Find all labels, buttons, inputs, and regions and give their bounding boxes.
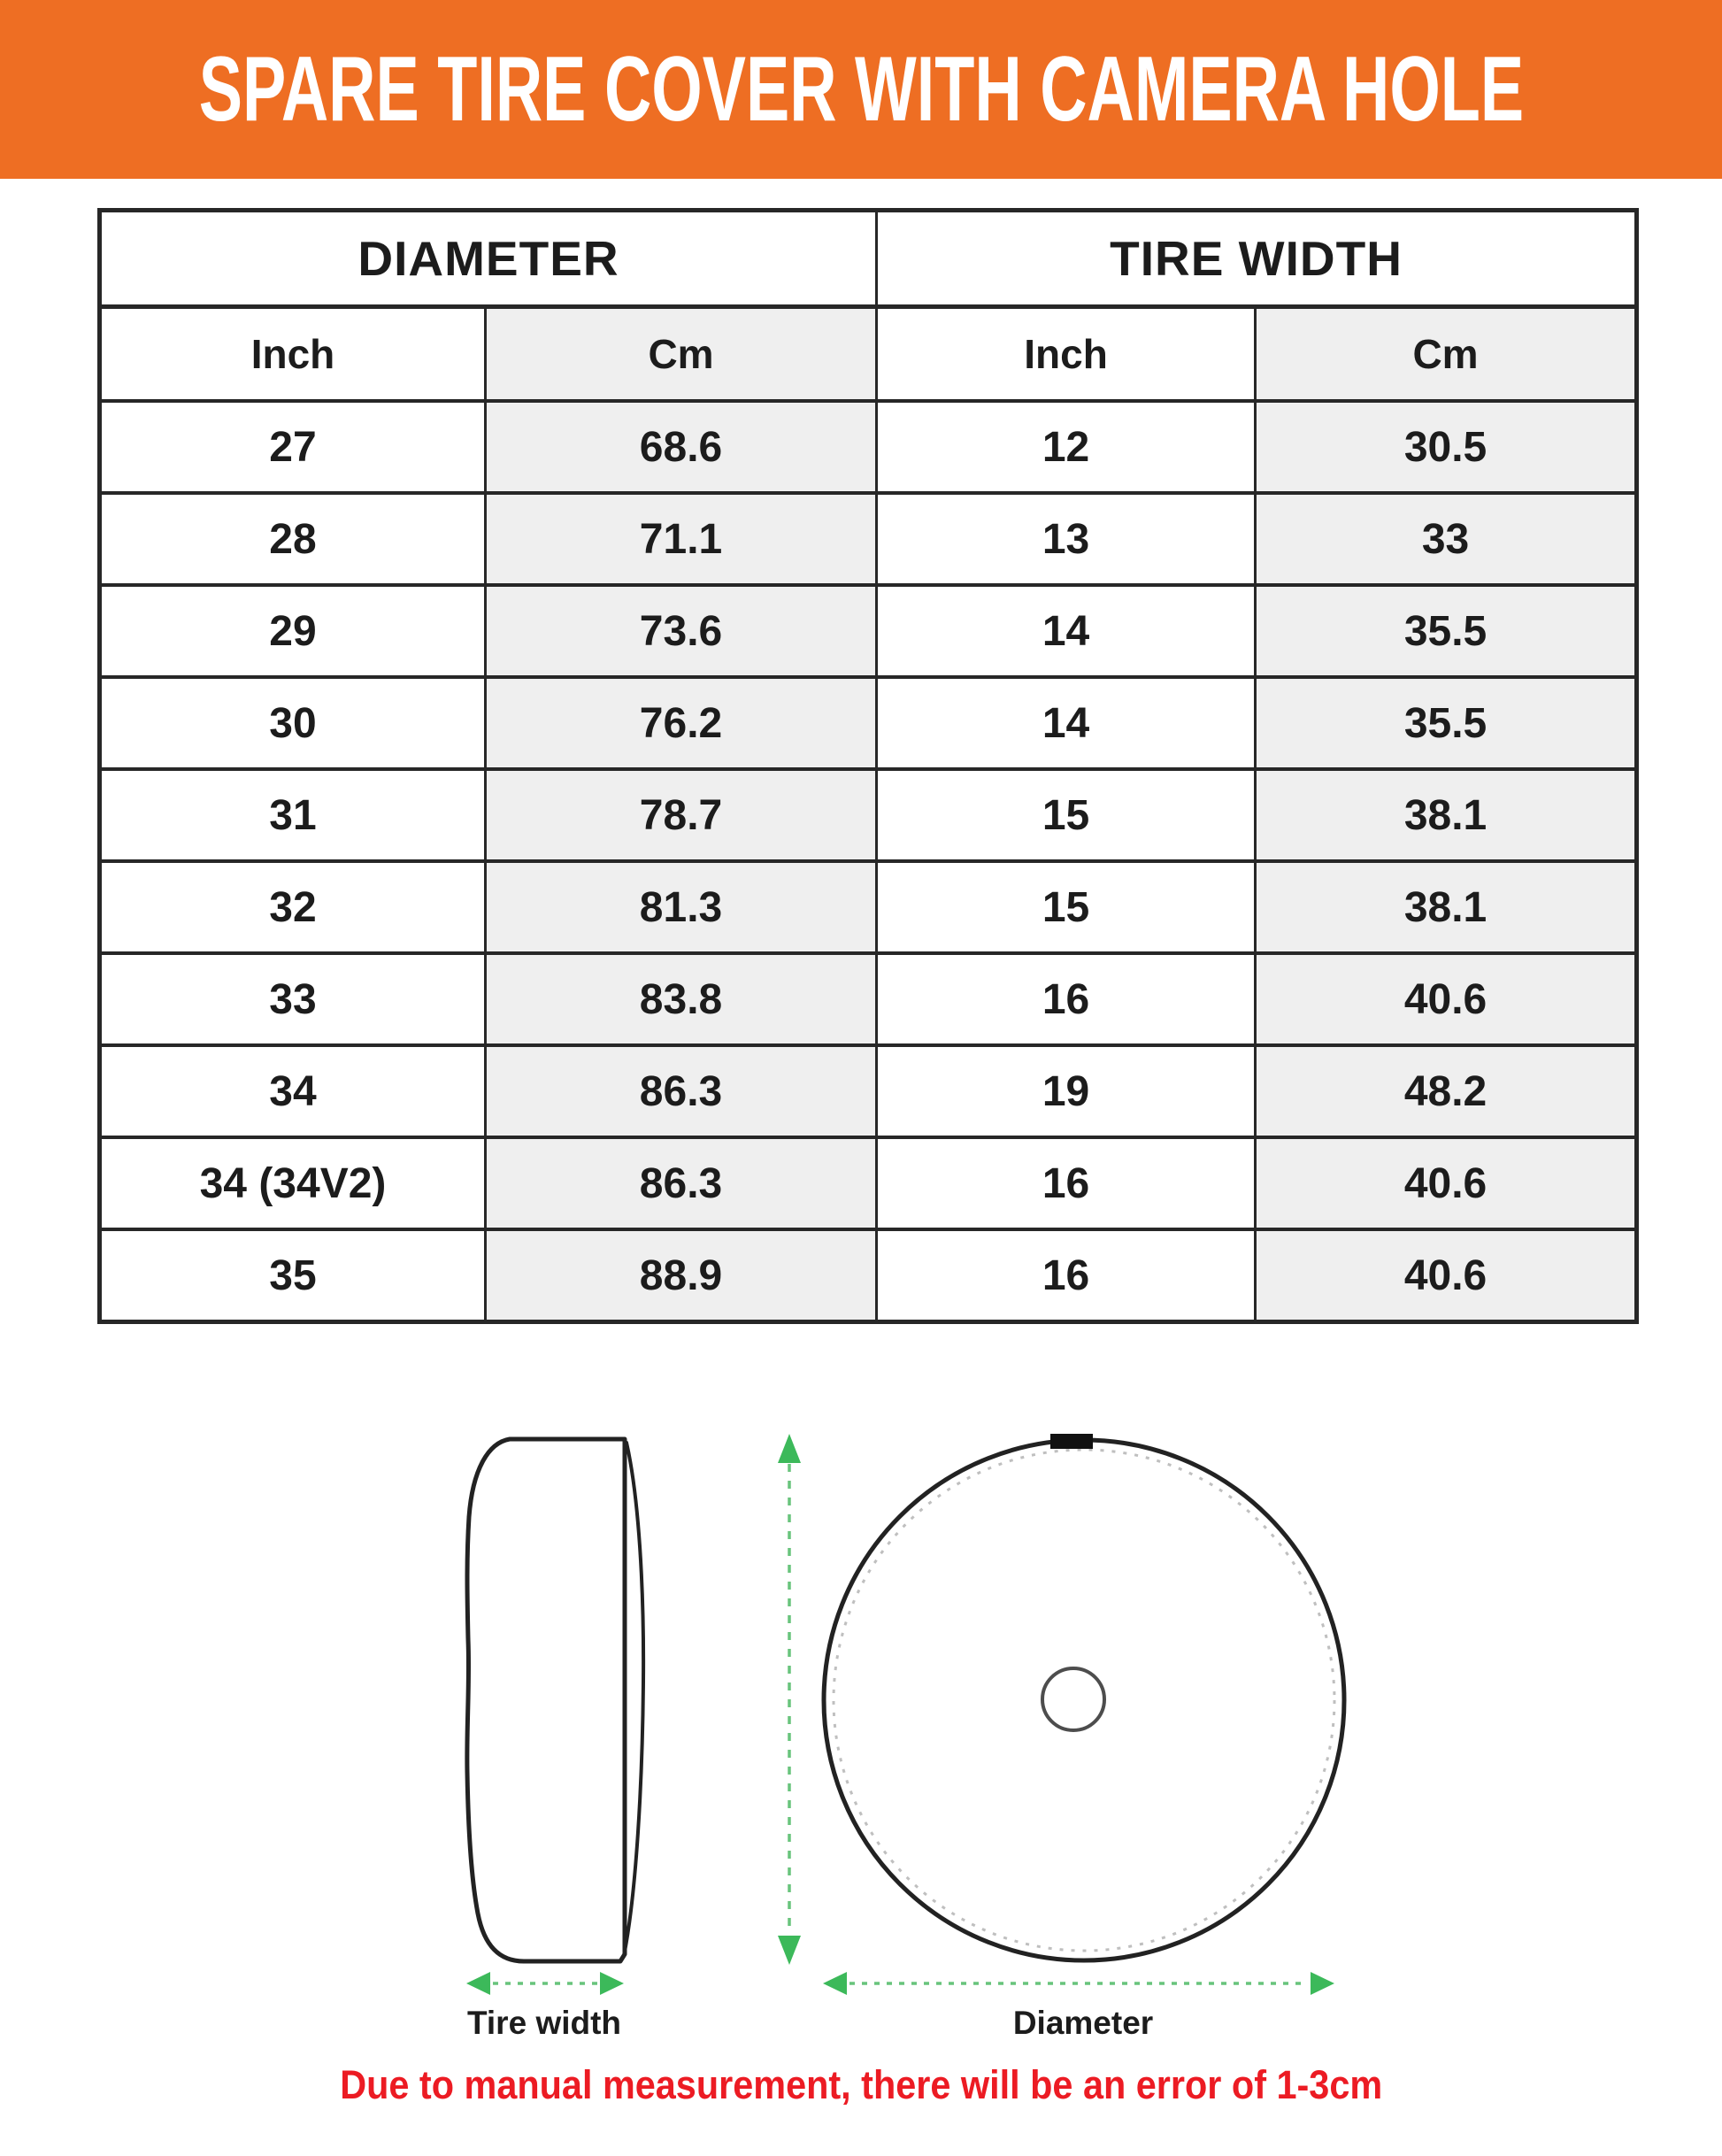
unit-header-diameter-cm: Cm <box>486 307 877 402</box>
table-cell: 33 <box>100 953 486 1045</box>
tire-width-label: Tire width <box>466 2005 622 2041</box>
size-table-body <box>100 401 1637 1322</box>
table-cell: 35.5 <box>1256 585 1637 677</box>
table-cell: 14 <box>877 585 1256 677</box>
table-row <box>100 953 1637 1045</box>
table-cell: 38.1 <box>1256 861 1637 953</box>
table-cell: 27 <box>100 401 486 493</box>
table-cell: 32 <box>100 861 486 953</box>
table-row <box>100 1045 1637 1137</box>
tire-side-view <box>467 1439 625 1961</box>
table-row <box>100 861 1637 953</box>
table-cell: 73.6 <box>486 585 877 677</box>
table-row <box>100 585 1637 677</box>
table-cell: 14 <box>877 677 1256 769</box>
diameter-arrow <box>823 1972 1334 1995</box>
size-table <box>97 208 1639 1324</box>
table-cell: 40.6 <box>1256 1229 1637 1322</box>
table-cell: 28 <box>100 493 486 585</box>
table-cell: 16 <box>877 1137 1256 1229</box>
table-cell: 33 <box>1256 493 1637 585</box>
table-row <box>100 677 1637 769</box>
measurement-note <box>0 2062 1722 2108</box>
table-cell: 15 <box>877 861 1256 953</box>
camera-hole <box>1042 1668 1104 1730</box>
table-cell: 31 <box>100 769 486 861</box>
table-cell: 34 (34V2) <box>100 1137 486 1229</box>
unit-header-width-cm: Cm <box>1256 307 1637 402</box>
table-cell: 83.8 <box>486 953 877 1045</box>
table-cell: 68.6 <box>486 401 877 493</box>
table-cell: 88.9 <box>486 1229 877 1322</box>
table-cell: 29 <box>100 585 486 677</box>
measurement-note-text: Due to manual measurement, there will be an error of 1-3cm <box>340 2062 1382 2107</box>
top-marker <box>1050 1434 1093 1449</box>
table-row <box>100 401 1637 493</box>
table-cell: 81.3 <box>486 861 877 953</box>
table-cell: 16 <box>877 953 1256 1045</box>
table-cell: 13 <box>877 493 1256 585</box>
page-title: SPARE TIRE COVER WITH CAMERA HOLE <box>198 37 1524 141</box>
table-cell: 16 <box>877 1229 1256 1322</box>
table-row <box>100 1229 1637 1322</box>
group-header-row <box>100 211 1637 307</box>
table-cell: 35.5 <box>1256 677 1637 769</box>
table-cell: 76.2 <box>486 677 877 769</box>
table-cell: 86.3 <box>486 1137 877 1229</box>
group-header-diameter: DIAMETER <box>100 211 877 307</box>
table-row <box>100 1137 1637 1229</box>
header-banner <box>0 0 1722 179</box>
unit-header-diameter-inch: Inch <box>100 307 486 402</box>
tire-diagram <box>0 1398 1722 2062</box>
unit-header-row <box>100 307 1637 402</box>
table-cell: 78.7 <box>486 769 877 861</box>
table-row <box>100 769 1637 861</box>
table-cell: 30 <box>100 677 486 769</box>
diameter-vertical-arrow <box>778 1434 801 1965</box>
diameter-label: Diameter <box>1012 2005 1154 2041</box>
table-cell: 12 <box>877 401 1256 493</box>
table-row <box>100 493 1637 585</box>
table-cell: 71.1 <box>486 493 877 585</box>
table-cell: 19 <box>877 1045 1256 1137</box>
tire-width-arrow <box>466 1972 624 1995</box>
table-cell: 34 <box>100 1045 486 1137</box>
table-cell: 86.3 <box>486 1045 877 1137</box>
group-header-tire-width: TIRE WIDTH <box>877 211 1637 307</box>
unit-header-width-inch: Inch <box>877 307 1256 402</box>
table-cell: 48.2 <box>1256 1045 1637 1137</box>
table-cell: 38.1 <box>1256 769 1637 861</box>
table-cell: 40.6 <box>1256 1137 1637 1229</box>
table-cell: 30.5 <box>1256 401 1637 493</box>
table-cell: 15 <box>877 769 1256 861</box>
table-cell: 35 <box>100 1229 486 1322</box>
table-cell: 40.6 <box>1256 953 1637 1045</box>
